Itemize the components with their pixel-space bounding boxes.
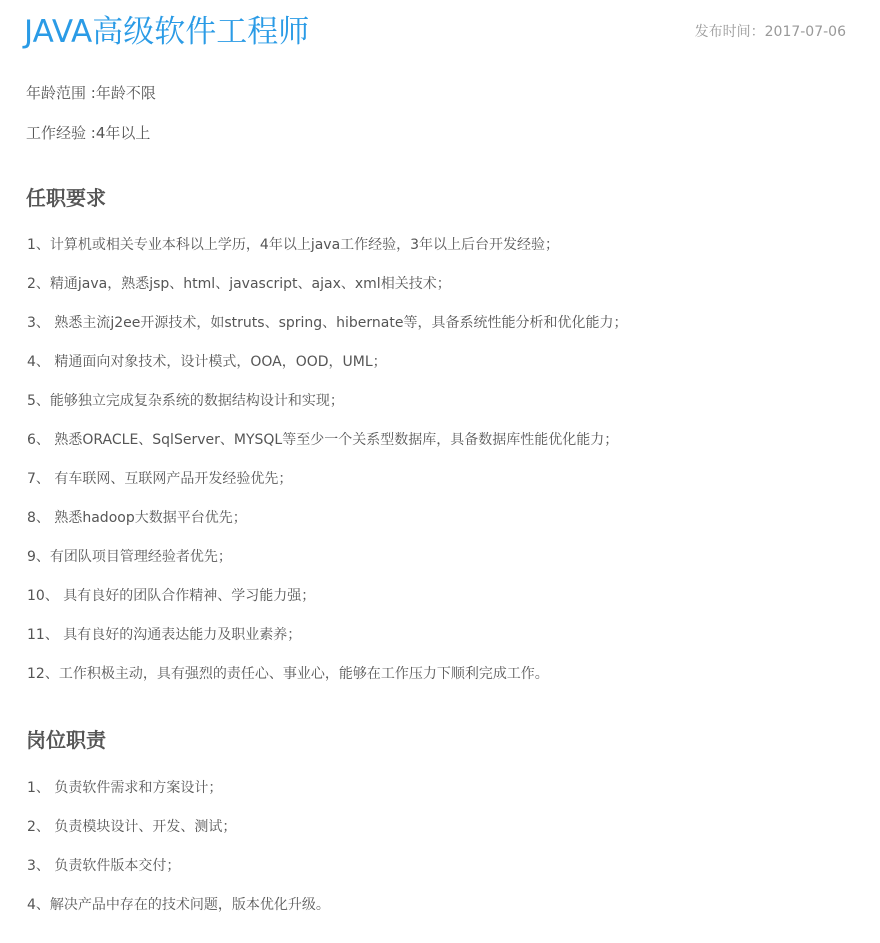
requirements-heading: 任职要求 <box>26 186 106 210</box>
duty-item: 2、 负责模块设计、开发、测试； <box>27 819 237 835</box>
duty-item: 1、 负责软件需求和方案设计； <box>27 780 223 796</box>
publish-time: 发布时间：2017-07-06 <box>694 24 846 40</box>
requirement-item: 7、 有车联网、互联网产品开发经验优先； <box>27 471 293 487</box>
requirement-item: 11、 具有良好的沟通表达能力及职业素养； <box>27 627 302 643</box>
age-range: 年龄范围 :年龄不限 <box>26 84 156 102</box>
requirement-item: 12、工作积极主动，具有强烈的责任心、事业心，能够在工作压力下顺利完成工作。 <box>27 666 549 682</box>
requirement-item: 3、 熟悉主流j2ee开源技术，如struts、spring、hibernate等，具备系统性能分析和优化能力； <box>27 315 628 331</box>
requirement-item: 10、 具有良好的团队合作精神、学习能力强； <box>27 588 316 604</box>
duties-list <box>27 777 330 933</box>
requirement-item: 4、 精通面向对象技术，设计模式，OOA，OOD，UML； <box>27 354 387 370</box>
requirement-item: 9、有团队项目管理经验者优先； <box>27 549 232 565</box>
requirements-list <box>27 234 628 702</box>
requirement-item: 8、 熟悉hadoop大数据平台优先； <box>27 510 247 526</box>
duty-item: 4、解决产品中存在的技术问题，版本优化升级。 <box>27 897 330 913</box>
work-experience: 工作经验 :4年以上 <box>26 124 151 142</box>
requirement-item: 2、精通java，熟悉jsp、html、javascript、ajax、xml相关技术； <box>27 276 451 292</box>
requirement-item: 5、能够独立完成复杂系统的数据结构设计和实现； <box>27 393 344 409</box>
duties-heading: 岗位职责 <box>26 728 106 752</box>
job-title: JAVA高级软件工程师 <box>24 14 310 50</box>
job-header <box>24 0 846 60</box>
duty-item: 3、 负责软件版本交付； <box>27 858 181 874</box>
requirement-item: 6、 熟悉ORACLE、SqlServer、MYSQL等至少一个关系型数据库，具备数据库性能优化能力； <box>27 432 619 448</box>
requirement-item: 1、计算机或相关专业本科以上学历，4年以上java工作经验，3年以上后台开发经验； <box>27 237 560 253</box>
